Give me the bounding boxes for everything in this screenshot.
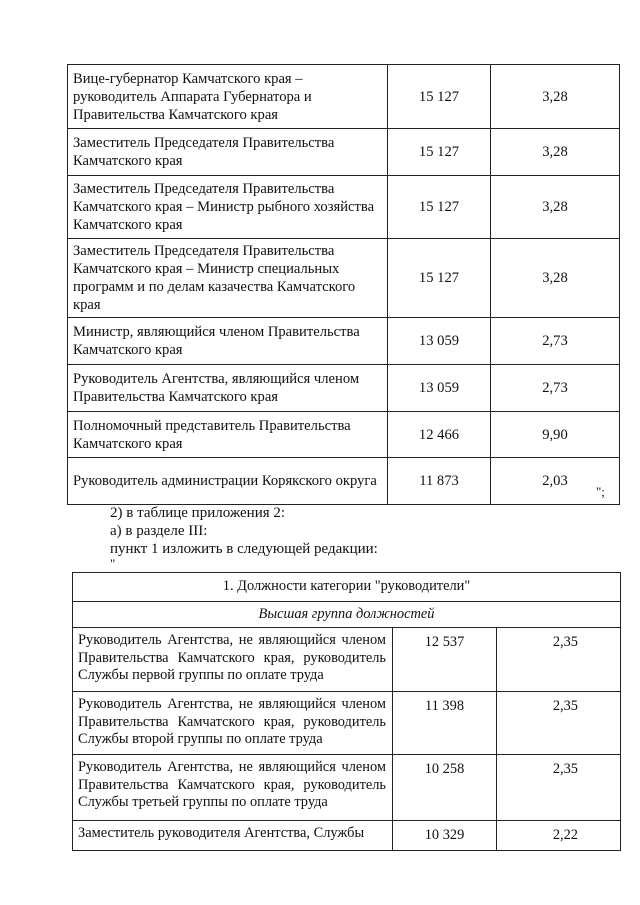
position-name: Заместитель Председателя Правительства Камчатского края – Министр рыбного хозяйства Камчатского края <box>68 176 388 239</box>
opening-quote: " <box>110 556 116 571</box>
amendment-line-3: пункт 1 изложить в следующей редакции: <box>110 541 378 557</box>
position-name: Министр, являющийся членом Правительства Камчатского края <box>68 318 388 365</box>
position-name: Руководитель Агентства, не являющийся членом Правительства Камчатского края, руководитель Службы первой группы по оплате труда <box>73 628 393 692</box>
amendment-line-1: 2) в таблице приложения 2: <box>110 505 286 521</box>
amendment-line-2: а) в разделе III: <box>110 523 208 539</box>
group-heading: Высшая группа должностей <box>73 602 621 628</box>
table-row <box>68 129 620 176</box>
table-row <box>68 412 620 458</box>
position-name: Руководитель Агентства, не являющийся членом Правительства Камчатского края, руководитель Службы второй группы по оплате труда <box>73 692 393 755</box>
table-row <box>68 458 620 505</box>
section-heading: 1. Должности категории "руководители" <box>73 573 621 602</box>
salary-value: 12 537 <box>393 628 497 692</box>
position-name: Полномочный представитель Правительства Камчатского края <box>68 412 388 458</box>
coefficient-value: 2,22 <box>497 821 621 851</box>
table-subheader-row <box>73 602 621 628</box>
position-name: Заместитель руководителя Агентства, Службы <box>73 821 393 851</box>
salary-value: 13 059 <box>388 365 491 412</box>
coefficient-value: 2,73 <box>491 318 620 365</box>
salary-table-bottom <box>72 572 621 851</box>
salary-value: 10 258 <box>393 755 497 821</box>
position-name: Руководитель Агентства, являющийся членом Правительства Камчатского края <box>68 365 388 412</box>
coefficient-value: 2,73 <box>491 365 620 412</box>
salary-value: 15 127 <box>388 129 491 176</box>
table-row <box>68 239 620 318</box>
position-name: Заместитель Председателя Правительства Камчатского края <box>68 129 388 176</box>
table-header-row <box>73 573 621 602</box>
coefficient-value: 3,28 <box>491 129 620 176</box>
salary-value: 15 127 <box>388 176 491 239</box>
salary-value: 11 398 <box>393 692 497 755</box>
table-row <box>73 821 621 851</box>
position-name: Заместитель Председателя Правительства Камчатского края – Министр специальных программ и по делам казачества Камчатского края <box>68 239 388 318</box>
table-row <box>68 318 620 365</box>
coefficient-value: 2,35 <box>497 692 621 755</box>
salary-value: 12 466 <box>388 412 491 458</box>
table-row <box>68 176 620 239</box>
table-row <box>68 365 620 412</box>
salary-value: 15 127 <box>388 239 491 318</box>
table-row <box>73 692 621 755</box>
closing-quote: "; <box>596 484 605 499</box>
salary-value: 10 329 <box>393 821 497 851</box>
salary-table-top <box>67 64 620 505</box>
salary-value: 15 127 <box>388 65 491 129</box>
position-name: Руководитель администрации Корякского округа <box>68 458 388 505</box>
table-row <box>73 755 621 821</box>
salary-value: 13 059 <box>388 318 491 365</box>
coefficient-value: 2,35 <box>497 755 621 821</box>
coefficient-value: 2,35 <box>497 628 621 692</box>
coefficient-value: 9,90 <box>491 412 620 458</box>
position-name: Руководитель Агентства, не являющийся членом Правительства Камчатского края, руководитель Службы третьей группы по оплате труда <box>73 755 393 821</box>
coefficient-value: 3,28 <box>491 176 620 239</box>
salary-value: 11 873 <box>388 458 491 505</box>
position-name: Вице-губернатор Камчатского края – руководитель Аппарата Губернатора и Правительства Камчатского края <box>68 65 388 129</box>
table-row <box>68 65 620 129</box>
coefficient-value: 3,28 <box>491 65 620 129</box>
table-row <box>73 628 621 692</box>
coefficient-value: 2,03 <box>491 458 620 505</box>
coefficient-value: 3,28 <box>491 239 620 318</box>
